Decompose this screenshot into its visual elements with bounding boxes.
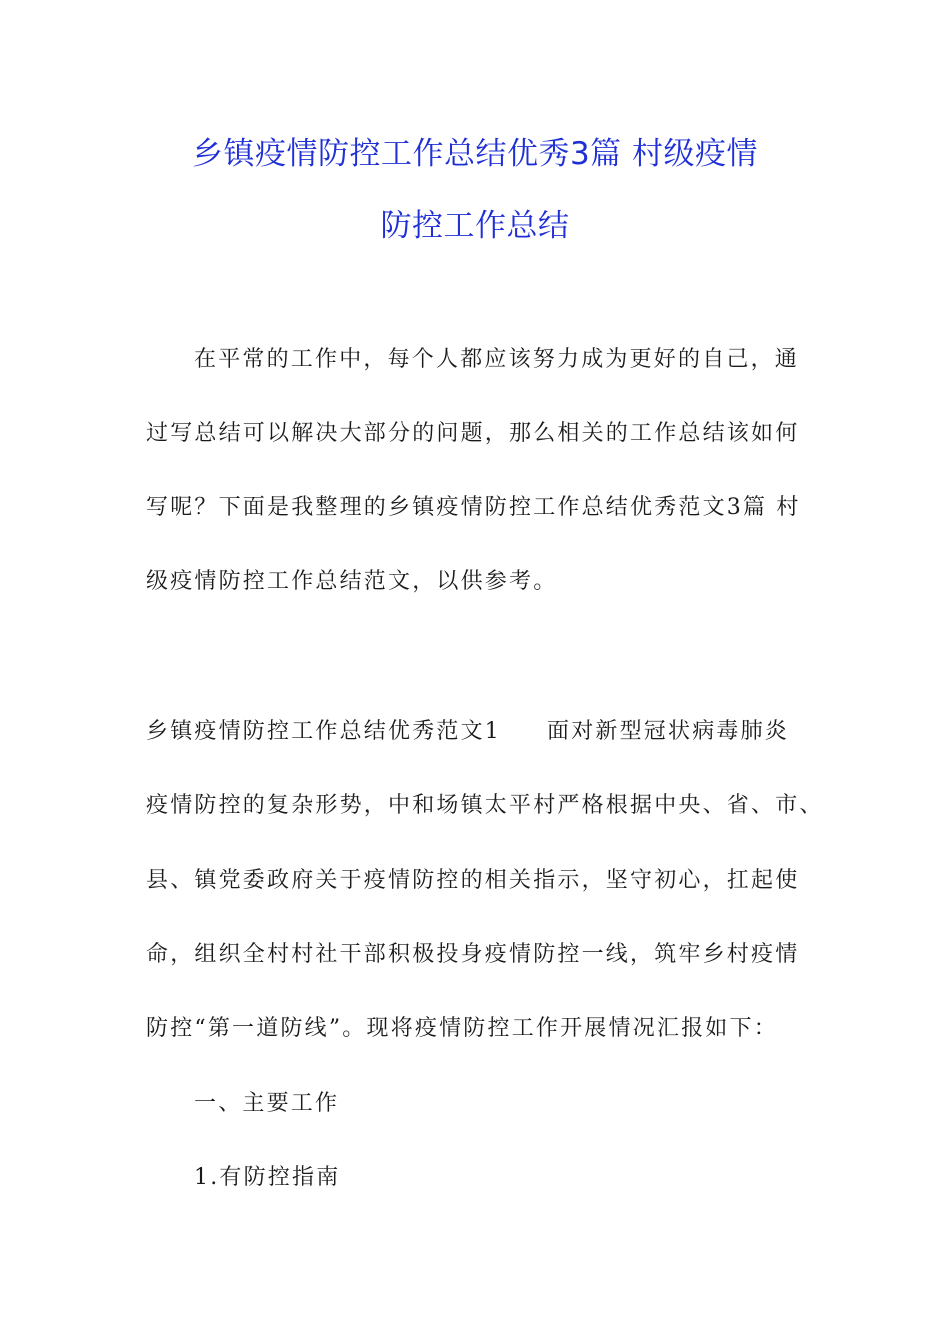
section-1-first-line — [146, 717, 826, 747]
section-1-line-1-text: 面对新型冠状病毒肺炎 — [547, 719, 790, 744]
document-title-line-1: 乡镇疫情防控工作总结优秀3篇 村级疫情 — [191, 136, 759, 172]
subheading-main-work: 一、主要工作 — [194, 1091, 340, 1116]
list-item-1: 1.有防控指南 — [194, 1165, 341, 1190]
intro-line-4: 级疫情防控工作总结范文，以供参考。 — [146, 569, 558, 594]
intro-line-2: 过写总结可以解决大部分的问题，那么相关的工作总结该如何 — [146, 421, 800, 446]
section-1-line-3: 县、镇党委政府关于疫情防控的相关指示，坚守初心，扛起使 — [146, 868, 800, 893]
section-1-line-4: 命，组织全村村社干部积极投身疫情防控一线，筑牢乡村疫情 — [146, 942, 800, 967]
section-1-line-5: 防控“第一道防线”。现将疫情防控工作开展情况汇报如下： — [146, 1016, 778, 1041]
document-title-line-2: 防控工作总结 — [380, 208, 570, 244]
intro-line-3: 写呢？下面是我整理的乡镇疫情防控工作总结优秀范文3篇 村 — [146, 495, 801, 520]
section-1-heading: 乡镇疫情防控工作总结优秀范文1 — [146, 719, 501, 744]
section-1-line-2: 疫情防控的复杂形势，中和场镇太平村严格根据中央、省、市、 — [146, 793, 824, 818]
intro-line-1: 在平常的工作中，每个人都应该努力成为更好的自己，通 — [194, 347, 800, 372]
